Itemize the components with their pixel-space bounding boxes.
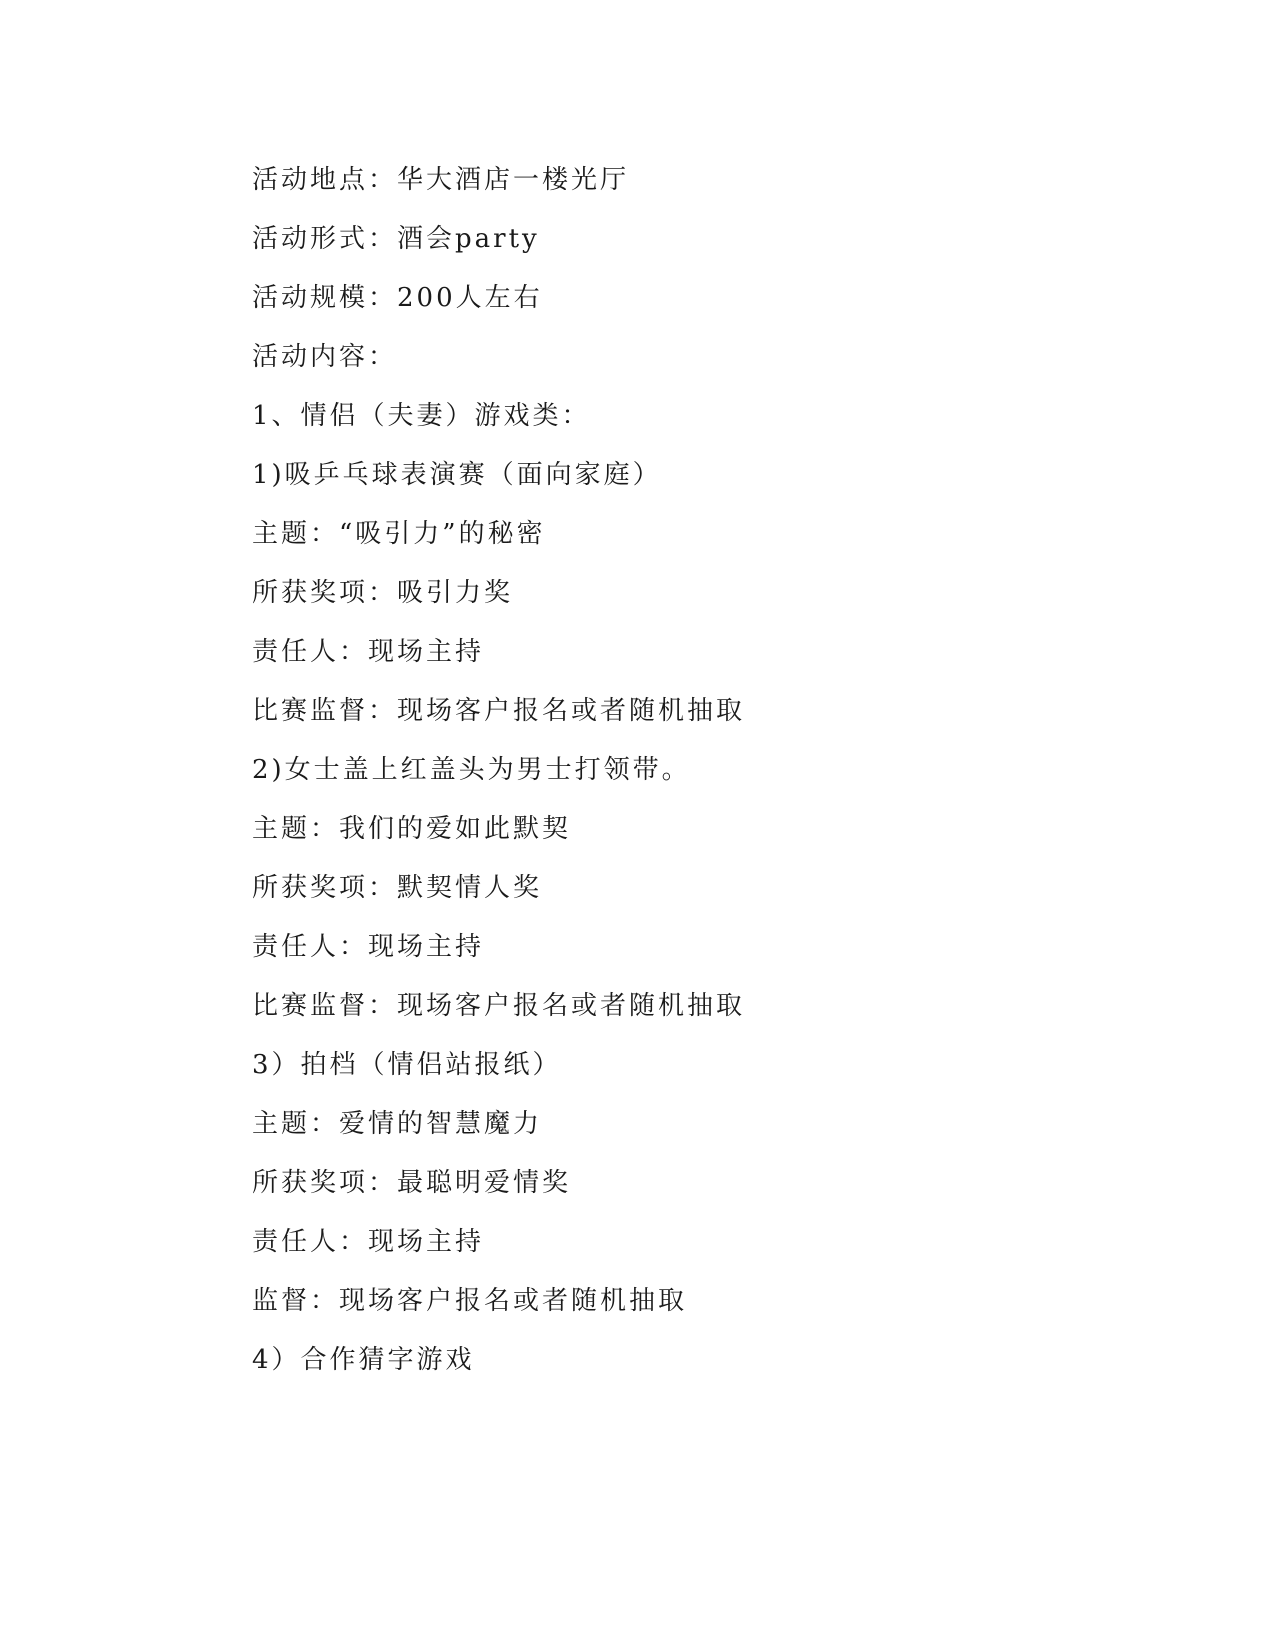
game-1-award: 所获奖项：吸引力奖 bbox=[252, 578, 514, 608]
game-2-title: 2)女士盖上红盖头为男士打领带。 bbox=[252, 755, 691, 785]
game-1-supervision: 比赛监督：现场客户报名或者随机抽取 bbox=[252, 696, 746, 726]
game-2-owner: 责任人：现场主持 bbox=[252, 932, 485, 962]
game-3-title: 3）拍档（情侣站报纸） bbox=[252, 1050, 562, 1080]
game-1-owner: 责任人：现场主持 bbox=[252, 637, 485, 667]
content-heading: 活动内容： bbox=[252, 342, 398, 372]
game-3-owner: 责任人：现场主持 bbox=[252, 1227, 485, 1257]
game-1-title: 1)吸乒乓球表演赛（面向家庭） bbox=[252, 460, 662, 490]
format-line: 活动形式：酒会party bbox=[252, 224, 540, 254]
document-body bbox=[252, 160, 1052, 1399]
game-3-award: 所获奖项：最聪明爱情奖 bbox=[252, 1168, 572, 1198]
game-3-theme: 主题：爱情的智慧魔力 bbox=[252, 1109, 543, 1139]
game-4-title: 4）合作猜字游戏 bbox=[252, 1345, 475, 1375]
scale-line: 活动规模：200人左右 bbox=[252, 283, 543, 313]
section-heading-couples-games: 1、情侣（夫妻）游戏类： bbox=[252, 401, 591, 431]
game-3-supervision: 监督：现场客户报名或者随机抽取 bbox=[252, 1286, 688, 1316]
game-2-supervision: 比赛监督：现场客户报名或者随机抽取 bbox=[252, 991, 746, 1021]
venue-line: 活动地点：华大酒店一楼光厅 bbox=[252, 165, 630, 195]
game-1-theme: 主题：“吸引力”的秘密 bbox=[252, 519, 546, 549]
game-2-award: 所获奖项：默契情人奖 bbox=[252, 873, 543, 903]
game-2-theme: 主题：我们的爱如此默契 bbox=[252, 814, 572, 844]
